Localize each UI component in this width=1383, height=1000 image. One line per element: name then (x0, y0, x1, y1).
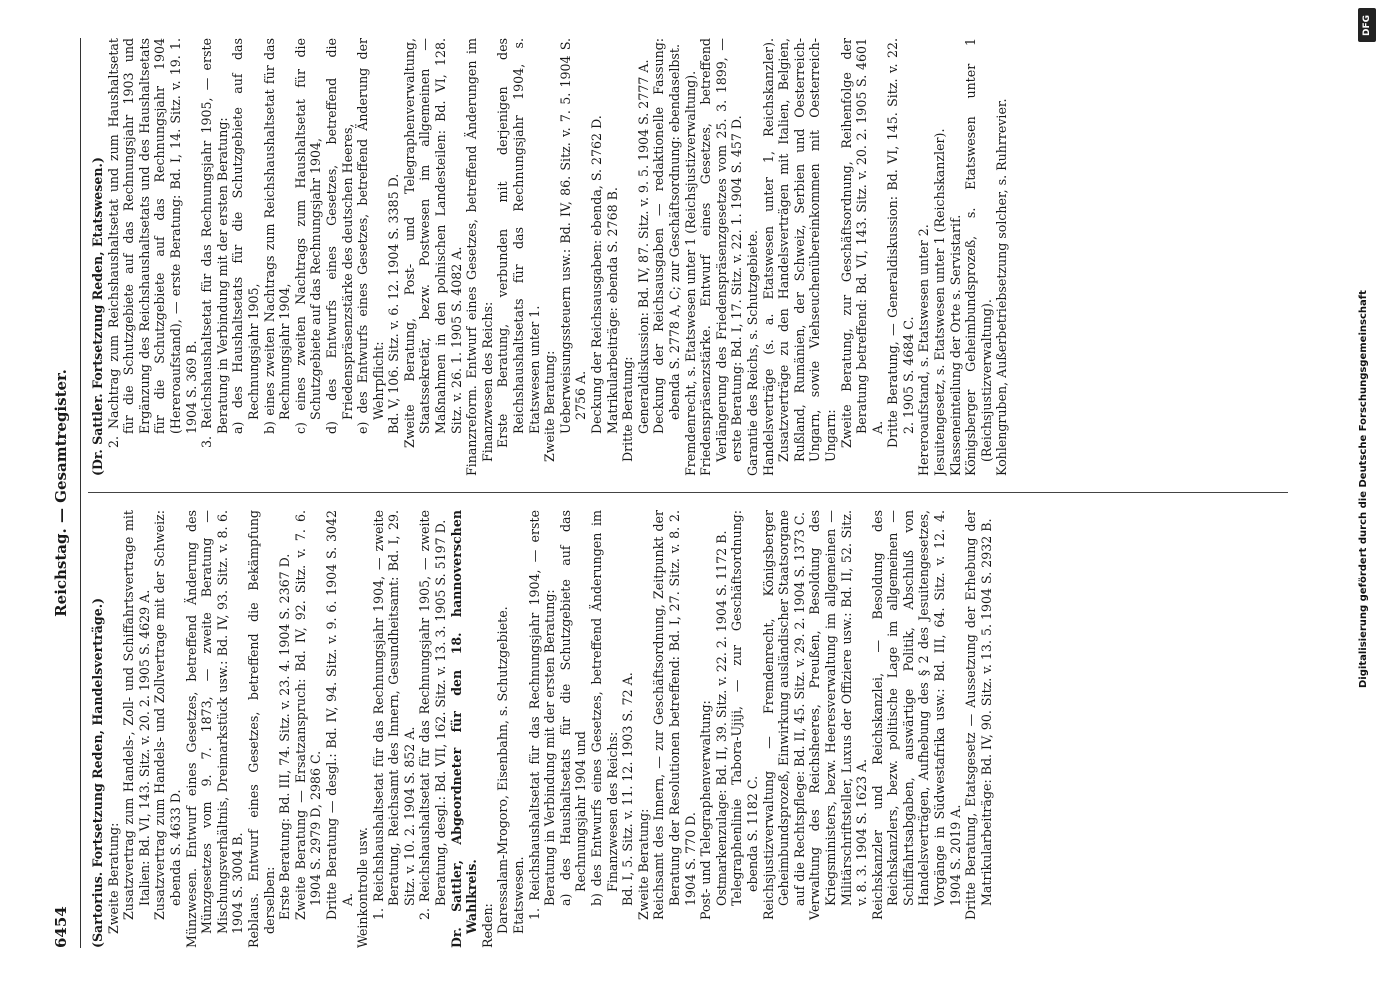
running-head (48, 38, 78, 948)
index-entry: Daressalam-Mrogoro, Eisenbahn, s. Schutzgebiete. (495, 606, 511, 934)
index-entry: Jesuitengesetz, s. Etatswesen unter 1 (Reichskanzler). (932, 128, 948, 476)
index-entry: 1. Reichshaushaltsetat für das Rechnungsjahr 1904, — erste Beratung in Verbindung mit der ersten Beratung: (526, 510, 558, 920)
running-title: Reichstag. — Gesamtregister. (52, 369, 70, 617)
index-entry: Reichsamt des Innern, — zur Geschäftsordnung, Zeitpunkt der Beratung der Resolutionen betreffend: Bd. I, 27. Sitz. v. 8. 2. 1904 S. 770 D. (651, 510, 698, 920)
index-entry: (Sartorius. Fortsetzung Reden, Handelsverträge.) (90, 597, 105, 948)
index-entry: Zweite Beratung — Ersatzanspruch: Bd. IV, 92. Sitz. v. 7. 6. 1904 S. 2979 D, 2986 C. (292, 510, 324, 920)
column-divider (88, 492, 1288, 493)
index-entry: Deckung der Reichsausgaben — redaktionelle Fassung: ebenda S. 2778 A, C; zur Geschäftsordnung: ebendaselbst. (651, 38, 682, 434)
index-entry: a) des Haushaltsetats für die Schutzgebiete auf das Rechnungsjahr 1904 und (557, 510, 589, 906)
index-entry: Münzwesen. Entwurf eines Gesetzes, betreffend Änderung des Münzgesetzes vom 9. 7. 1873, — zweite Beratung — Mischungsverhältnis, Dreimarkstück usw.: Bd. IV, 93. Sitz. v. 8. 6. 1904 S. 3004 B. (183, 510, 246, 948)
index-entry: Weinkontrolle usw. (355, 827, 371, 948)
index-entry: Erste Beratung: Bd. III, 74. Sitz. v. 23. 4. 1904 S. 2367 D. (277, 553, 293, 920)
index-entry: 3. Reichshaushaltsetat für das Rechnungsjahr 1905, — erste Beratung in Verbindung mit der ersten Beratung: (199, 38, 230, 448)
index-entry: (Dr. Sattler. Fortsetzung Reden, Etatswesen.) (90, 157, 105, 476)
index-entry: Zusatzvertrag zum Handels- und Zollvertrage mit der Schweiz: ebenda S. 4633 D. (152, 510, 183, 920)
index-entry: Dritte Beratung: (620, 356, 636, 462)
dfg-logo: DFG (1358, 8, 1376, 42)
index-entry: Dritte Beratung, Etatsgesetz — Aussetzung der Erhebung der Matrikularbeiträge: Bd. IV, 90. Sitz. v. 13. 5. 1904 S. 2932 B. (963, 510, 994, 920)
index-entry: 2. Reichshaushaltsetat für das Rechnungsjahr 1905, — zweite Beratung, desgl.: Bd. VII, 162. Sitz. v. 13. 3. 1905 S. 5197 D. (417, 510, 449, 920)
index-entry: Friedenspräsenzstärke. Entwurf eines Gesetzes, betreffend Verlängerung des Friedenspräsenzgesetzes vom 25. 3. 1899, — erste Beratung: Bd. I, 17. Sitz. v. 22. 1. 1904 S. 457 D. (698, 38, 745, 476)
index-entry: Matrikularbeiträge: ebenda S. 2768 B. (604, 187, 620, 434)
index-entry: Zweite Beratung: (542, 350, 558, 462)
digitization-note: Digitalisierung gefördert durch die Deutsche Forschungsgemeinschaft (1358, 290, 1369, 688)
index-entry: Reichskanzler und Reichskanzlei, — Besoldung des Reichskanzlers, bezw. politische Lage im allgemeinen — Schiffahrtsabgaben, auswärtige Politik, Abschluß von Handelsverträgen, Aufhebung des § 2 des Jesuitengesetzes, Vorgänge in Südwestafrika usw.: Bd. III, 64. Sitz. v. 12. 4. 1904 S. 2019 A. (869, 510, 963, 920)
page-content (48, 38, 1298, 948)
header-rule (80, 38, 81, 948)
index-entry: Dr. Sattler, Abgeordneter für den 18. hannoverschen Wahlkreis. (448, 510, 480, 948)
index-entry: Reichsjustizverwaltung — Fremdenrecht, Königsberger Geheimbundsprozeß, Einwirkung ausländischer Staatsorgane auf die Rechtspflege: Bd. II, 45. Sitz. v. 29. 2. 1904 S. 1373 C. (760, 510, 807, 920)
index-entry: Kohlengruben, Außerbetriebsetzung solcher, s. Ruhrrevier. (994, 98, 1010, 476)
index-entry: Zusatzvertrag zum Handels-, Zoll- und Schiffahrtsvertrage mit Italien: Bd. VI, 143. Sitz. v. 20. 2. 1905 S. 4629 A. (121, 510, 152, 920)
index-entry: Handelsverträge (s. a. Etatswesen unter 1, Reichskanzler). Zusatzverträge zu den Handelsverträgen mit Italien, Belgien, Rußland, Rumänien, der Schweiz, Serbien und Oesterreich-Ungarn, sowie Viehseuchenübereinkommen mit Oesterreich-Ungarn: (760, 38, 838, 476)
index-entry: Garantie des Reichs, s. Schutzgebiete. (744, 230, 760, 476)
index-entry: Ostmarkenzulage: Bd. II, 39. Sitz. v. 22. 2. 1904 S. 1172 B. (713, 530, 729, 906)
index-entry: Dritte Beratung — desgl.: Bd. IV, 94. Sitz. v. 9. 6. 1904 S. 3042 A. (323, 510, 355, 920)
index-entry: b) des Entwurfs eines Gesetzes, betreffend Änderungen im Finanzwesen des Reichs: (589, 510, 620, 906)
index-entry: 2. Nachtrag zum Reichshaushaltsetat und zum Haushaltsetat für die Schutzgebiete auf das Rechnungsjahr 1903 und Ergänzung des Reichshaushaltsetats und des Haushaltsetats für die Schutzgebiete auf das Rechnungsjahr 1904 (Hereroaufstand), — erste Beratung: Bd. I, 14. Sitz. v. 19. 1. 1904 S. 369 B. (105, 38, 199, 448)
index-entry: e) des Entwurfs eines Gesetzes, betreffend Änderung der Wehrpflicht: (355, 38, 386, 434)
index-entry: a) des Haushaltsetats für die Schutzgebiete auf das Rechnungsjahr 1905, (230, 38, 261, 434)
index-entry: c) eines zweiten Nachtrags zum Haushaltsetat für die Schutzgebiete auf das Rechnungsjahr 1904, (292, 38, 324, 434)
left-column (90, 510, 1290, 948)
index-entry: Etatswesen. (511, 856, 527, 934)
index-entry: Bd. V, 106. Sitz. v. 6. 12. 1904 S. 3385 D. (386, 173, 402, 434)
index-entry: Finanzreform. Entwurf eines Gesetzes, betreffend Änderungen im Finanzwesen des Reichs: (464, 38, 495, 476)
index-entry: Erste Beratung, verbunden mit derjenigen des Reichshaushaltsetats für das Rechnungsjahr 1904, s. Etatswesen unter 1. (495, 38, 542, 448)
index-entry: Königsberger Geheimbundsprozeß, s. Etatswesen unter 1 (Reichsjustizverwaltung). (963, 38, 994, 476)
index-entry: Post- und Telegraphenverwaltung: (698, 700, 714, 920)
index-entry: b) eines zweiten Nachtrags zum Reichshaushaltsetat für das Rechnungsjahr 1904, (261, 38, 293, 434)
index-entry: Hereroaufstand, s. Etatswesen unter 2. (916, 224, 932, 476)
index-entry: Reden: (479, 903, 495, 948)
index-entry: Bd. I, 5. Sitz. v. 11. 12. 1903 S. 72 A. (620, 672, 636, 906)
index-entry: Zweite Beratung: (635, 808, 651, 920)
index-entry: Generaldiskussion: Bd. IV, 87. Sitz. v. 9. 5. 1904 S. 2777 A. (635, 59, 651, 434)
index-entry: 1. Reichshaushaltsetat für das Rechnungsjahr 1904, — zweite Beratung, Reichsamt des Innern, Gesundheitsamt: Bd. I, 29. Sitz. v. 10. 2. 1904 S. 852 A. (370, 510, 417, 920)
index-entry: Zweite Beratung, Post- und Telegraphenverwaltung, Staatssekretär, bezw. Postwesen im allgemeinen — Maßnahmen in den polnischen Landesteilen: Bd. VI, 128. Sitz. v. 26. 1. 1905 S. 4082 A. (401, 38, 464, 448)
right-column (90, 38, 1290, 476)
index-entry: d) des Entwurfs eines Gesetzes, betreffend die Friedenspräsenzstärke des deutschen Heeres, (323, 38, 355, 434)
index-entry: Deckung der Reichsausgaben: ebenda, S. 2762 D. (589, 115, 604, 434)
index-entry: Reblaus. Entwurf eines Gesetzes, betreffend die Bekämpfung derselben: (245, 510, 277, 948)
index-entry: Verwaltung des Reichsheeres, Preußen, Besoldung des Kriegsministers, bezw. Heeresverwaltung im allgemeinen — Militärschriftsteller, Luxus der Offiziere usw.: Bd. II, 52. Sitz. v. 8. 3. 1904 S. 1623 A. (807, 510, 870, 920)
index-entry: Ueberweisungssteuern usw.: Bd. IV, 86. Sitz. v. 7. 5. 1904 S. 2756 A. (557, 38, 589, 434)
index-entry: Dritte Beratung, — Generaldiskussion: Bd. VI, 145. Sitz. v. 22. 2. 1905 S. 4684 C. (885, 38, 916, 448)
index-entry: Klasseneinteilung der Orte s. Servistarif. (947, 214, 963, 476)
page-number: 6454 (52, 906, 70, 948)
index-entry: Zweite Beratung: (105, 822, 121, 934)
index-entry: Fremdenrecht, s. Etatswesen unter 1 (Reichsjustizverwaltung). (682, 70, 698, 476)
index-entry: Telegraphenlinie Tabora-Ujiji, — zur Geschäftsordnung: ebenda S. 1182 C. (729, 510, 760, 906)
index-entry: Zweite Beratung, zur Geschäftsordnung, Reihenfolge der Beratung betreffend: Bd. VI, 143. Sitz. v. 20. 2. 1905 S. 4601 A. (838, 38, 885, 448)
